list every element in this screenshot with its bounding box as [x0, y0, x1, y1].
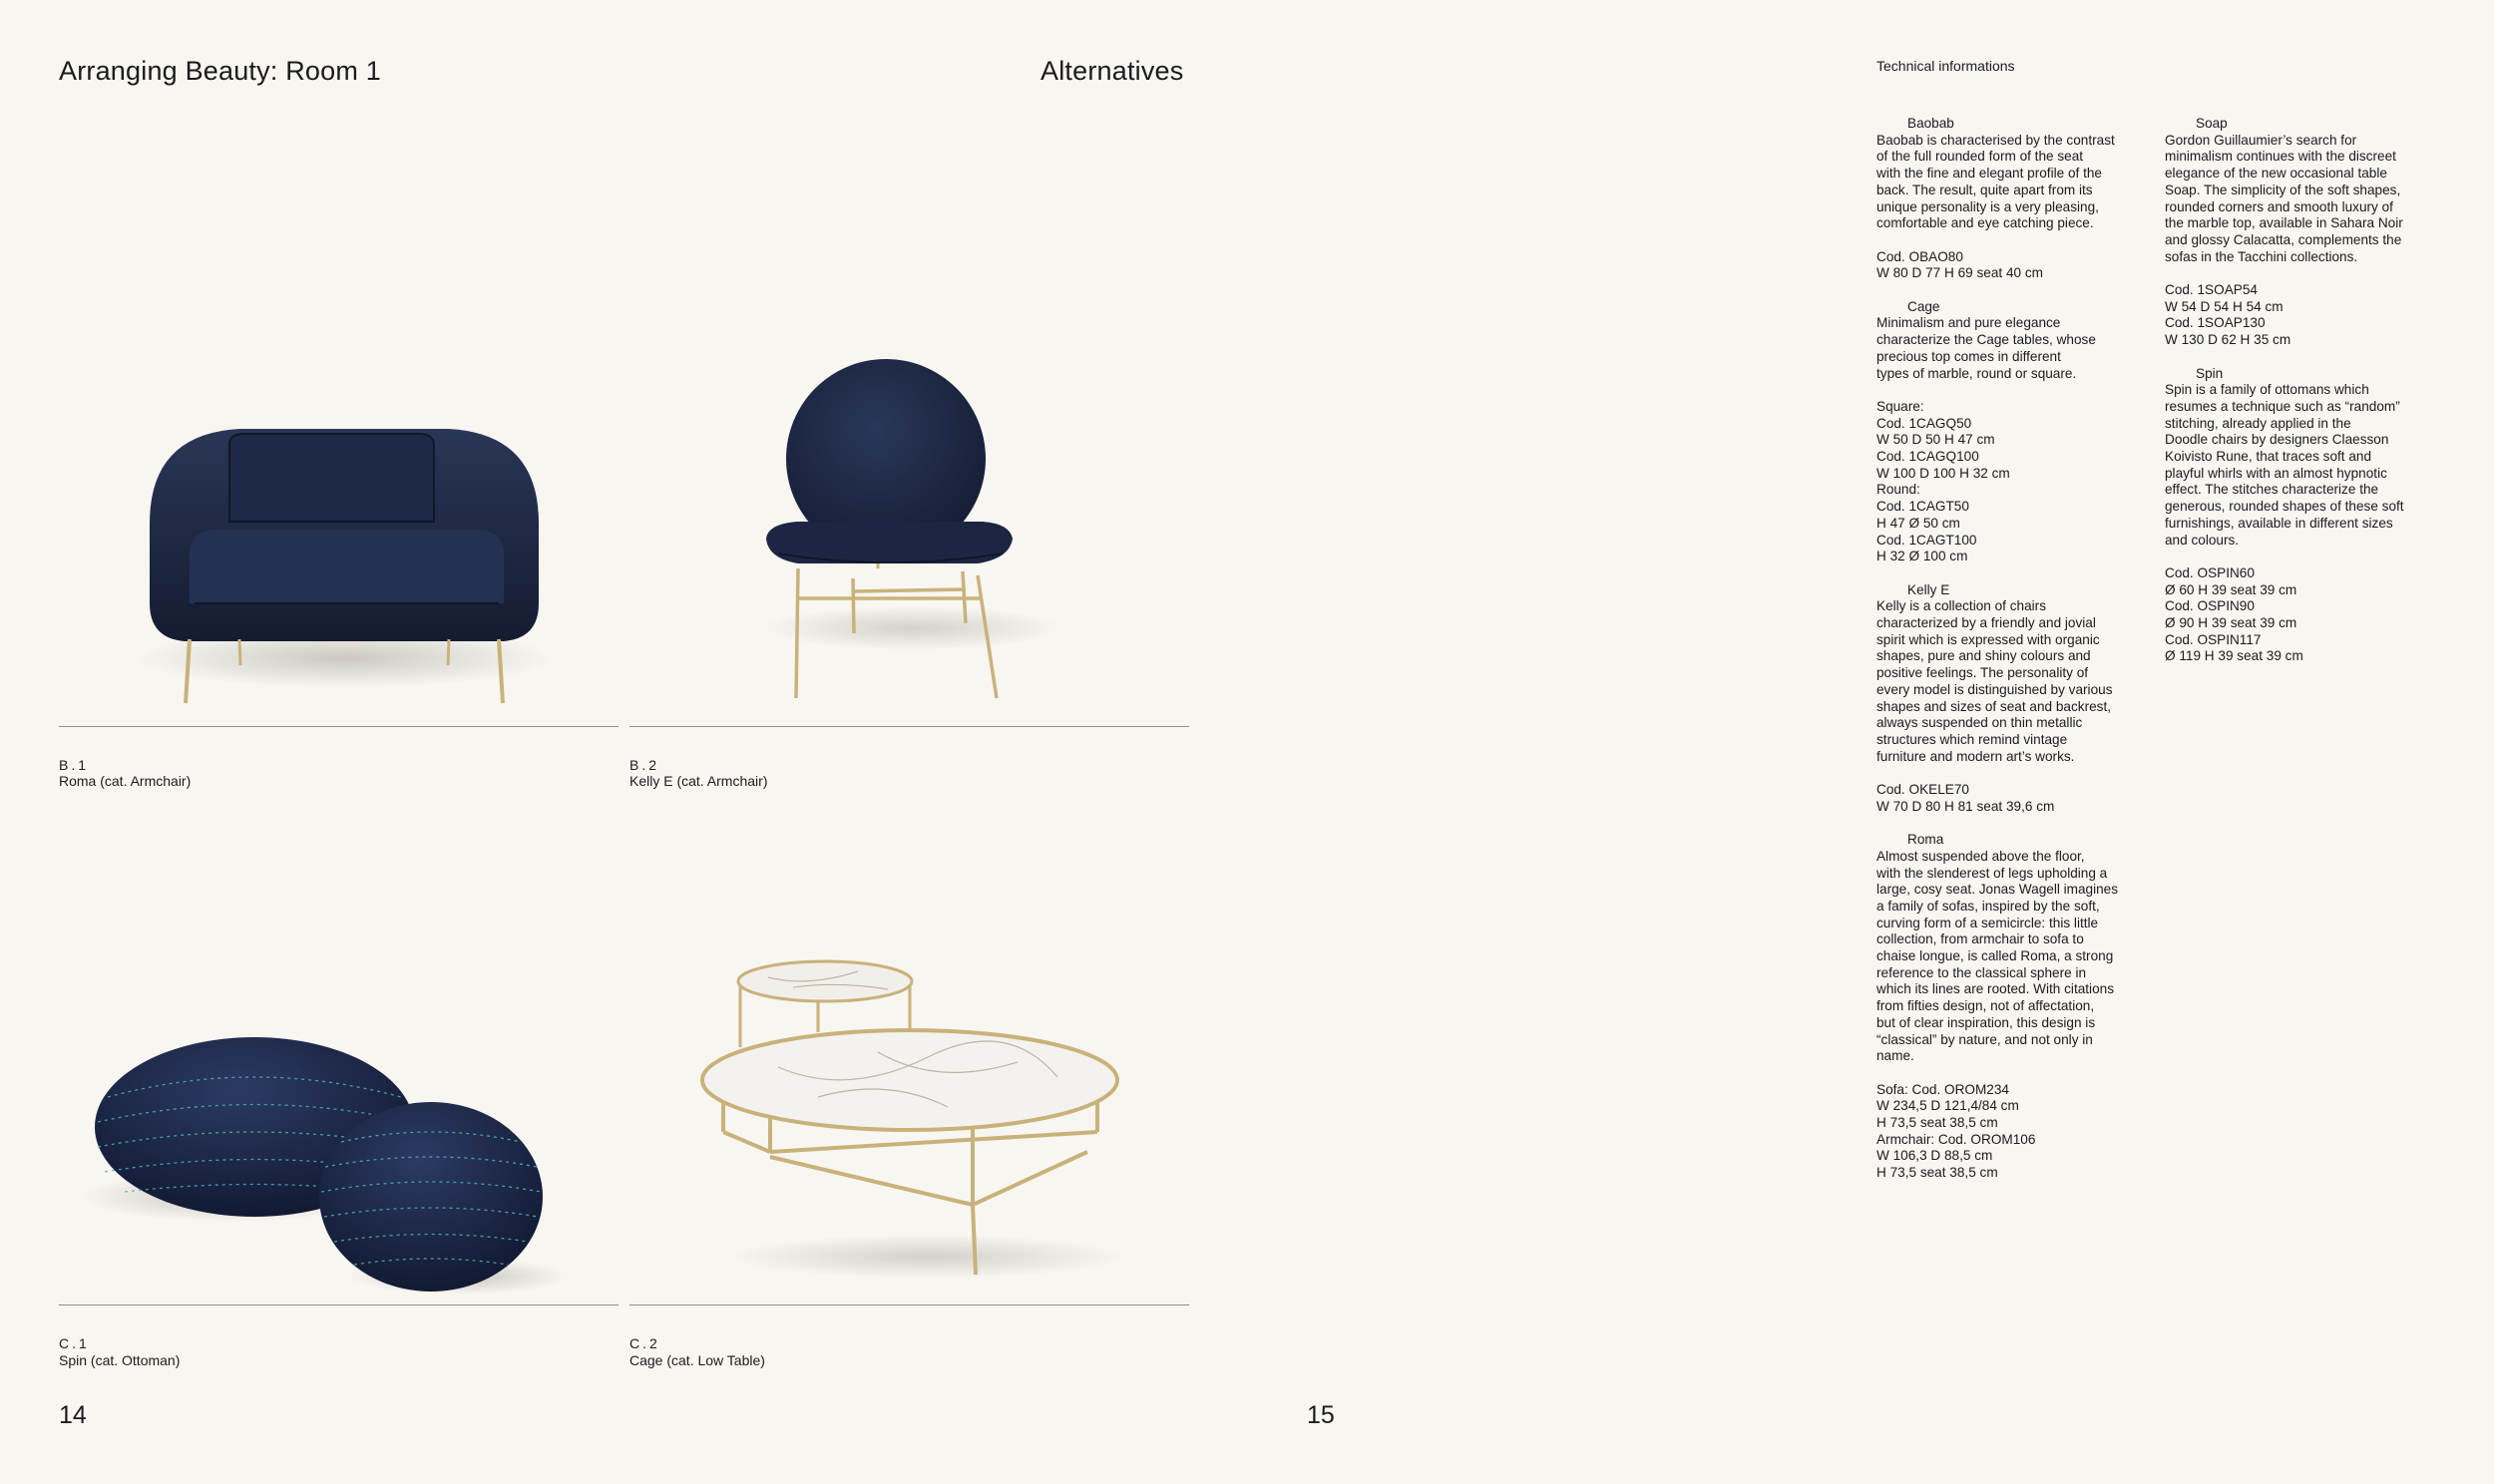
item-code: C.1: [59, 1335, 90, 1351]
technical-column-1: [1876, 116, 2156, 1182]
item-name: Roma (cat. Armchair): [59, 773, 192, 789]
item-name: Kelly E (cat. Armchair): [629, 773, 768, 789]
tech-entry-cage: [1876, 299, 2156, 565]
entry-body: Almost suspended above the floor, with the slenderest of legs upholding a large, cosy seat. Jonas Wagell imagines a family of sofas, inspired by the soft, curving form of a semicircle: this little collection, from armchair to sofa to chaise longue, is called Roma, a strong reference to the classical sphere in which its lines are rooted. With citations from fifties design, not of affectation, but of clear inspiration, this design is “classical” by nature, and not only in name.: [1876, 848, 2119, 1064]
entry-title: Baobab: [1907, 116, 1954, 131]
item-name: Cage (cat. Low Table): [629, 1352, 765, 1368]
entry-body: Gordon Guillaumier’s search for minimalism continues with the discreet elegance of the new occasional table Soap. The simplicity of the soft shapes, rounded corners and smooth luxury of the marble top, available in Sahara Noir and glossy Calacatta, complements the sofas in the Tacchini collections.: [2165, 132, 2403, 264]
entry-title: Kelly E: [1907, 581, 1950, 597]
page-title-left: Arranging Beauty: Room 1: [59, 56, 381, 86]
chair-image: [738, 354, 1067, 718]
table-image: [698, 957, 1137, 1287]
tech-entry-roma: [1876, 832, 2156, 1182]
divider: [629, 726, 1189, 727]
entry-specs: Sofa: Cod. OROM234 W 234,5 D 121,4/84 cm H 73,5 seat 38,5 cm Armchair: Cod. OROM106 W 106,3 D 88,5 cm H 73,5 seat 38,5 cm: [1876, 1081, 2036, 1181]
divider: [59, 1304, 619, 1305]
tech-entry-spin: [2165, 366, 2444, 666]
entry-specs: Cod. OBAO80 W 80 D 77 H 69 seat 40 cm: [1876, 248, 2043, 281]
technical-column-2: [2165, 116, 2444, 665]
tech-entry-baobab: [1876, 116, 2156, 282]
divider: [59, 726, 619, 727]
entry-title: Cage: [1907, 298, 1940, 314]
entry-body: Baobab is characterised by the contrast of the full rounded form of the seat with the fine and elegant profile of the back. The result, quite apart from its unique personality is a very pleasing, comfortable and eye catching piece.: [1876, 132, 2115, 231]
ottoman-image: [80, 987, 599, 1297]
page-title-right: Alternatives: [1040, 56, 1184, 86]
entry-title: Soap: [2196, 116, 2228, 131]
entry-body: Kelly is a collection of chairs characterized by a friendly and jovial spirit which is expressed with organic shapes, pure and shiny colours and positive feelings. The personality of every model is distinguished by various shapes and sizes of seat and backrest, always suspended on thin metallic structures which remind vintage furniture and modern art’s works.: [1876, 598, 2113, 764]
technical-heading: Technical informations: [1876, 58, 2015, 74]
item-code: B.1: [59, 757, 90, 773]
item-code: B.2: [629, 757, 660, 773]
item-name: Spin (cat. Ottoman): [59, 1352, 181, 1368]
entry-specs: Cod. OSPIN60 Ø 60 H 39 seat 39 cm Cod. OSPIN90 Ø 90 H 39 seat 39 cm Cod. OSPIN117 Ø 119 H 39 seat 39 cm: [2165, 564, 2303, 664]
entry-specs: Cod. 1SOAP54 W 54 D 54 H 54 cm Cod. 1SOAP130 W 130 D 62 H 35 cm: [2165, 282, 2291, 348]
entry-body: Minimalism and pure elegance characterize the Cage tables, whose precious top comes in different types of marble, round or square.: [1876, 315, 2096, 381]
tech-entry-soap: [2165, 116, 2444, 349]
armchair-image: [120, 404, 569, 723]
item-code: C.2: [629, 1335, 660, 1351]
entry-title: Roma: [1907, 832, 1944, 848]
entry-body: Spin is a family of ottomans which resumes a technique such as “random” stitching, already applied in the Doodle chairs by designers Claesson Koivisto Rune, that traces soft and playful whirls with an almost hypnotic effect. The stitches characterize the generous, rounded shapes of these soft furnishings, available in different sizes and colours.: [2165, 382, 2404, 548]
tech-entry-kelly-e: [1876, 582, 2156, 816]
entry-specs: Cod. OKELE70 W 70 D 80 H 81 seat 39,6 cm: [1876, 782, 2055, 814]
entry-specs: Square: Cod. 1CAGQ50 W 50 D 50 H 47 cm Cod. 1CAGQ100 W 100 D 100 H 32 cm Round: Cod. 1CAGT50 H 47 Ø 50 cm Cod. 1CAGT100 H 32 Ø 100 cm: [1876, 398, 2010, 564]
divider: [629, 1304, 1189, 1305]
page-number-right: 15: [1307, 1401, 1335, 1429]
page-number-left: 14: [59, 1401, 87, 1429]
entry-title: Spin: [2196, 365, 2224, 381]
